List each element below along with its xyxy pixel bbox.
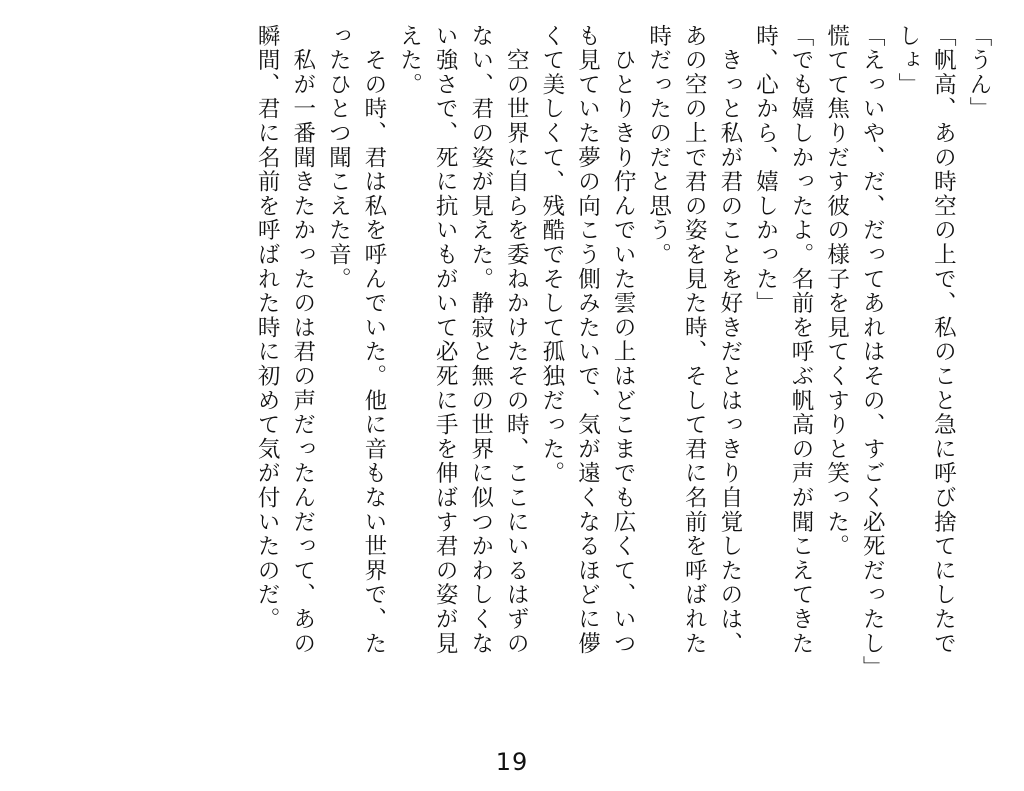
text-line: ひとりきり佇んでいた雲の上はどこまでも広くて、いつ [610, 24, 637, 656]
text-line: しょ」 [894, 24, 921, 97]
text-line: 「えっいや、だ、だってあれはその、すごく必死だったし」 [859, 24, 886, 681]
text-line: 空の世界に自らを委ねかけたその時、ここにいるはずの [503, 24, 530, 656]
text-line: ったひとつ聞こえた音。 [325, 24, 352, 292]
text-line: 時だったのだと思う。 [645, 24, 672, 267]
text-line: その時、君は私を呼んでいた。他に音もない世界で、た [360, 24, 387, 656]
text-line: 瞬間、君に名前を呼ばれた時に初めて気が付いたのだ。 [254, 24, 281, 632]
text-line: くて美しくて、残酷でそして孤独だった。 [538, 24, 565, 486]
text-line: 「でも嬉しかったよ。名前を呼ぶ帆高の声が聞こえてきた [788, 24, 815, 656]
text-line: も見ていた夢の向こう側みたいで、気が遠くなるほどに儚 [574, 24, 601, 656]
page-number: 19 [495, 748, 529, 776]
text-line: ない、君の姿が見えた。静寂と無の世界に似つかわしくな [467, 24, 494, 656]
vertical-text-body [28, 24, 996, 724]
text-line: きっと私が君のことを好きだとはっきり自覚したのは、 [716, 24, 743, 656]
text-line: 慌てて焦りだす彼の様子を見てくすりと笑った。 [823, 24, 850, 559]
text-line: 「帆高、あの時空の上で、私のこと急に呼び捨てにしたで [930, 24, 957, 656]
text-line: えた。 [396, 24, 423, 97]
text-line: 「うん」 [966, 24, 992, 122]
text-line: 私が一番聞きたかったのは君の声だったんだって、あの [289, 24, 316, 656]
text-line: 時、心から、嬉しかった」 [752, 24, 779, 316]
text-line: あの空の上で君の姿を見た時、そして君に名前を呼ばれた [681, 24, 708, 656]
text-line: い強さで、死に抗いもがいて必死に手を伸ばす君の姿が見 [432, 24, 459, 656]
